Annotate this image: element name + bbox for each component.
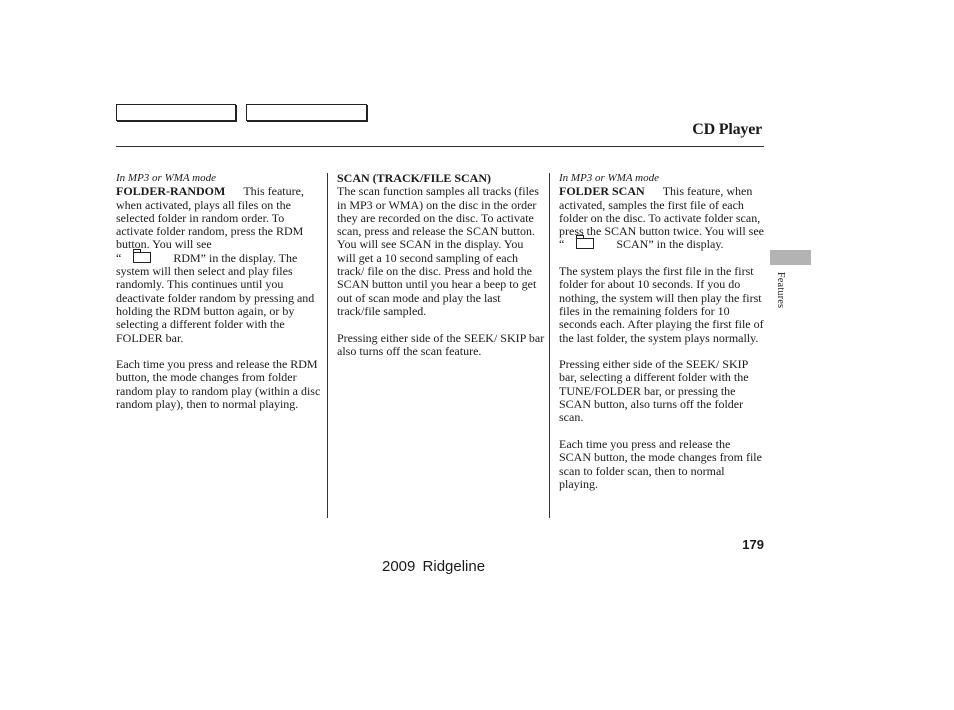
page-number: 179 [742, 537, 764, 552]
section-heading: SCAN (TRACK/FILE SCAN) [337, 171, 492, 185]
mode-note: In MP3 or WMA mode [559, 172, 659, 184]
paragraph-text: Pressing either side of the SEEK/ SKIP bar also turns off the scan feature. [337, 330, 545, 358]
section-heading: FOLDER SCAN [559, 184, 645, 199]
paragraph-text: The system plays the first file in the first folder for about 10 seconds. If you do nothing, the system will then play the first files in the remaining folders for 10 seconds each. After playing the first file of the last folder, the system plays normally. [559, 264, 764, 345]
quote-mark: “ [559, 237, 565, 252]
header-tab-box-left [116, 104, 236, 121]
page-title: CD Player [692, 121, 762, 138]
quote-mark: “ [116, 250, 122, 265]
column-divider [327, 173, 328, 518]
paragraph-text: RDM” in the display. The system will then select and play files randomly. This continues until you deactivate folder random by pressing and holding the RDM button again, or by selecting a different folder with the FOLDER bar. [116, 250, 315, 345]
column-divider [549, 173, 550, 518]
paragraph-text: This feature, when activated, samples the first file of each folder on the disc. To activate folder scan, press the SCAN button twice. You will see [559, 184, 764, 239]
paragraph-text: Each time you press and release the SCAN button, the mode changes from file scan to folder scan, then to normal playing. [559, 436, 762, 491]
section-tab-label: Features [775, 272, 786, 309]
folder-icon [576, 238, 594, 249]
section-heading: FOLDER-RANDOM [116, 184, 226, 199]
mode-note: In MP3 or WMA mode [116, 172, 216, 184]
paragraph-text: SCAN” in the display. [616, 237, 724, 252]
footer-text: 2009 Ridgeline [382, 558, 486, 575]
column-scan [337, 172, 545, 358]
folder-random-paragraph [116, 185, 324, 345]
paragraph-text: The scan function samples all tracks (files in MP3 or WMA) on the disc in the order they are recorded on the disc. To activate scan, press and release the SCAN button. You will see SCAN in the display. You will get a 10 second sampling of each track/ file on the disc. Press and hold the SCAN button until you hear a beep to get out of scan mode and play the last track/file sampled. [337, 184, 539, 318]
header-rule [116, 146, 764, 147]
column-folder-random [116, 172, 324, 411]
paragraph-text: Each time you press and release the RDM button, the mode changes from folder random play to random play (within a disc random play), then to normal playing. [116, 357, 321, 412]
header-tab-box-right [246, 104, 367, 121]
column-folder-scan [559, 172, 765, 491]
folder-icon [133, 252, 151, 263]
section-tab-marker [770, 250, 811, 265]
paragraph-text: Pressing either side of the SEEK/ SKIP bar, selecting a different folder with the TUNE/FOLDER bar, or pressing the SCAN button, also turns off the folder scan. [559, 357, 749, 425]
paragraph-text: This feature, when activated, plays all files on the selected folder in random order. To activate folder random, press the RDM button. You will see [116, 184, 304, 252]
folder-scan-paragraph [559, 185, 765, 251]
